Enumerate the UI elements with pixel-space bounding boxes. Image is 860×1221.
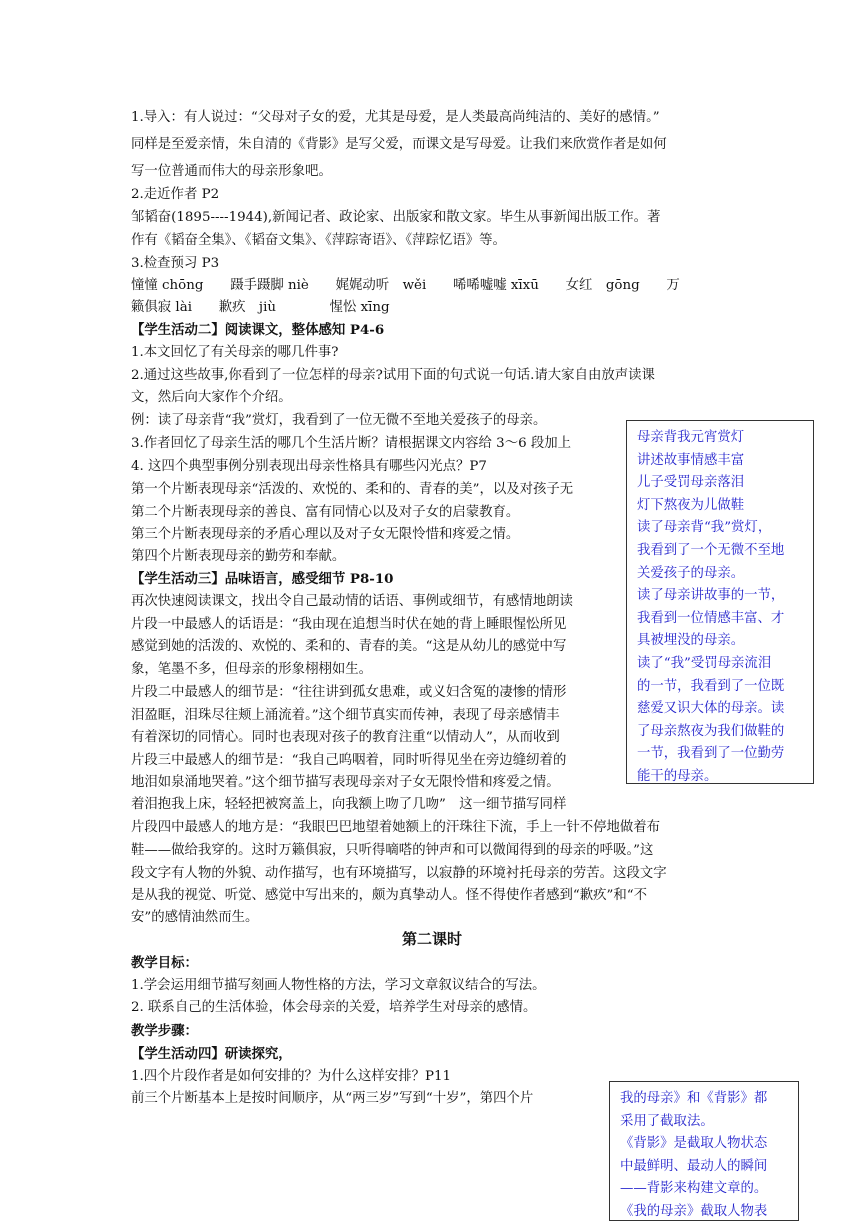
text-line: 3.作者回忆了母亲生活的哪几个生活片断？请根据课文内容给 3～6 段加上: [131, 436, 572, 451]
text-line: 着泪抱我上床，轻轻把被窝盖上，向我额上吻了几吻” 这一细节描写同样: [131, 797, 567, 812]
text-line: 有着深切的同情心。同时也表现对孩子的教育注重“以情动人”，从而收到: [131, 730, 560, 745]
text-line: 1.导入：有人说过：“父母对子女的爱，尤其是母爱，是人类最高尚纯洁的、美好的感情。”: [131, 110, 660, 125]
annotation-line: 我的母亲》和《背影》都: [620, 1091, 768, 1106]
text-line: 片段三中最感人的细节是：“我自己呜咽着，同时听得见坐在旁边缝纫着的: [131, 753, 567, 768]
text-line: 2.走近作者 P2: [131, 187, 220, 202]
section-heading: 【学生活动四】研读探究，: [131, 1046, 292, 1062]
text-line: 1.四个片段作者是如何安排的？为什么这样安排？P11: [131, 1069, 452, 1084]
annotation-line: 我看到了一个无微不至地: [637, 542, 785, 558]
annotation-line: 《我的母亲》截取人物表: [620, 1203, 768, 1219]
annotation-line: 母亲背我元宵赏灯: [637, 430, 745, 445]
text-line: 4. 这四个典型事例分别表现出母亲性格具有哪些闪光点？P7: [131, 459, 487, 474]
text-line: 前三个片断基本上是按时间顺序，从“两三岁”写到“十岁”，第四个片: [131, 1091, 534, 1106]
text-line: 感觉到她的活泼的、欢悦的、柔和的、青春的美。“这是从幼儿的感觉中写: [131, 639, 567, 654]
text-line: 片段四中最感人的地方是：“我眼巴巴地望着她额上的汗珠往下流，手上一针不停地做着布: [131, 820, 661, 835]
text-line: 安”的感情油然而生。: [131, 910, 259, 925]
text-line: 段文字有人物的外貌、动作描写，也有环境描写，以寂静的环境衬托母亲的劳苦。这段文字: [131, 866, 667, 881]
annotation-line: 具被埋没的母亲。: [637, 633, 745, 649]
annotation-box-1: [626, 420, 814, 784]
annotation-line: 读了“我”受罚母亲流泪: [637, 655, 772, 671]
text-line: 邹韬奋(1895----1944),新闻记者、政论家、出版家和散文家。毕生从事新闻出版工作。著: [131, 210, 661, 225]
annotation-line: 《背影》是截取人物状态: [620, 1136, 768, 1152]
section-heading: 【学生活动二】阅读课文，整体感知 P4-6: [131, 322, 385, 338]
annotation-line: 中最鲜明、最动人的瞬间: [620, 1158, 768, 1174]
annotation-line: 慈爱又识大体的母亲。读: [637, 701, 785, 717]
annotation-line: 儿子受罚母亲落泪: [637, 475, 745, 491]
text-line: 是从我的视觉、听觉、感觉中写出来的，颇为真挚动人。怪不得使作者感到“歉疚”和“不: [131, 888, 647, 903]
text-line: 同样是至爱亲情，朱自清的《背影》是写父爱，而课文是写母爱。让我们来欣赏作者是如何: [131, 137, 667, 152]
text-line: 3.检查预习 P3: [131, 256, 220, 271]
text-line: 第一个片断表现母亲“活泼的、欢悦的、柔和的、青春的美”，以及对孩子无: [131, 482, 574, 497]
section-heading: 教学步骤：: [131, 1023, 198, 1039]
text-line: 第二个片断表现母亲的善良、富有同情心以及对子女的启蒙教育。: [131, 505, 520, 520]
annotation-line: 的一节，我看到了一位既: [637, 678, 785, 694]
lesson-heading: 第二课时: [401, 930, 462, 948]
annotation-line: 灯下熬夜为儿做鞋: [637, 497, 745, 513]
annotation-line: 一节，我看到了一位勤劳: [637, 746, 785, 762]
section-heading: 教学目标：: [131, 955, 198, 971]
section-heading: 【学生活动三】品味语言，感受细节 P8-10: [131, 571, 394, 587]
text-line: 片段一中最感人的话语是：“我由现在追想当时伏在她的背上睡眼惺忪所见: [131, 617, 567, 632]
annotation-line: 读了母亲讲故事的一节，: [637, 588, 785, 604]
text-line: 第四个片断表现母亲的勤劳和奉献。: [131, 549, 346, 564]
text-line: 文，然后向大家作个介绍。: [131, 390, 292, 405]
text-line: 1.学会运用细节描写刻画人物性格的方法，学习文章叙议结合的写法。: [131, 978, 546, 993]
text-line: 地泪如泉涌地哭着。”这个细节描写表现母亲对子女无限怜惜和疼爱之情。: [131, 775, 560, 790]
text-line: 泪盈眶，泪珠尽往颊上涌流着。”这个细节真实而传神，表现了母亲感情丰: [131, 708, 560, 723]
text-line: 写一位普通而伟大的母亲形象吧。: [131, 164, 332, 179]
text-line: 再次快速阅读课文，找出令自己最动情的话语、事例或细节，有感情地朗读: [131, 594, 573, 609]
text-line: 2. 联系自己的生活体验，体会母亲的关爱，培养学生对母亲的感情。: [131, 1000, 537, 1015]
annotation-line: 关爱孩子的母亲。: [637, 565, 745, 581]
annotation-line: ——背影来构建文章的。: [620, 1181, 768, 1197]
text-line: 第三个片断表现母亲的矛盾心理以及对子女无限怜惜和疼爱之情。: [131, 527, 520, 542]
annotation-line: 了母亲熬夜为我们做鞋的: [637, 723, 785, 739]
annotation-line: 能干的母亲。: [637, 768, 718, 784]
text-line: 例：读了母亲背“我”赏灯，我看到了一位无微不至地关爱孩子的母亲。: [131, 413, 547, 428]
annotation-line: 我看到一位情感丰富、才: [637, 610, 785, 626]
text-line: 鞋——做给我穿的。这时万籁俱寂，只听得嘀嗒的钟声和可以微闻得到的母亲的呼吸。”这: [131, 843, 654, 858]
annotation-box-2: [609, 1081, 799, 1221]
text-line: 象，笔墨不多，但母亲的形象栩栩如生。: [131, 662, 373, 677]
text-line: 片段二中最感人的细节是：“往往讲到孤女患难，或义妇含冤的凄惨的情形: [131, 685, 567, 700]
text-line: 1.本文回忆了有关母亲的哪几件事?: [131, 345, 339, 360]
text-line: 作有《韬奋全集》、《韬奋文集》、《萍踪寄语》、《萍踪忆语》等。: [131, 233, 506, 248]
text-line: 憧憧 chōng 蹑手蹑脚 niè 娓娓动听 wěi 唏唏嘘嘘 xīxū 女红 gōng 万: [131, 278, 680, 293]
annotation-line: 采用了截取法。: [620, 1113, 714, 1129]
annotation-line: 讲述故事情感丰富: [637, 452, 745, 468]
text-line: 籁俱寂 lài 歉疚 jiù 惺忪 xīng: [131, 300, 390, 315]
annotation-line: 读了母亲背“我”赏灯，: [637, 520, 772, 536]
text-line: 2.通过这些故事,你看到了一位怎样的母亲?试用下面的句式说一句话.请大家自由放声读课: [131, 368, 655, 383]
